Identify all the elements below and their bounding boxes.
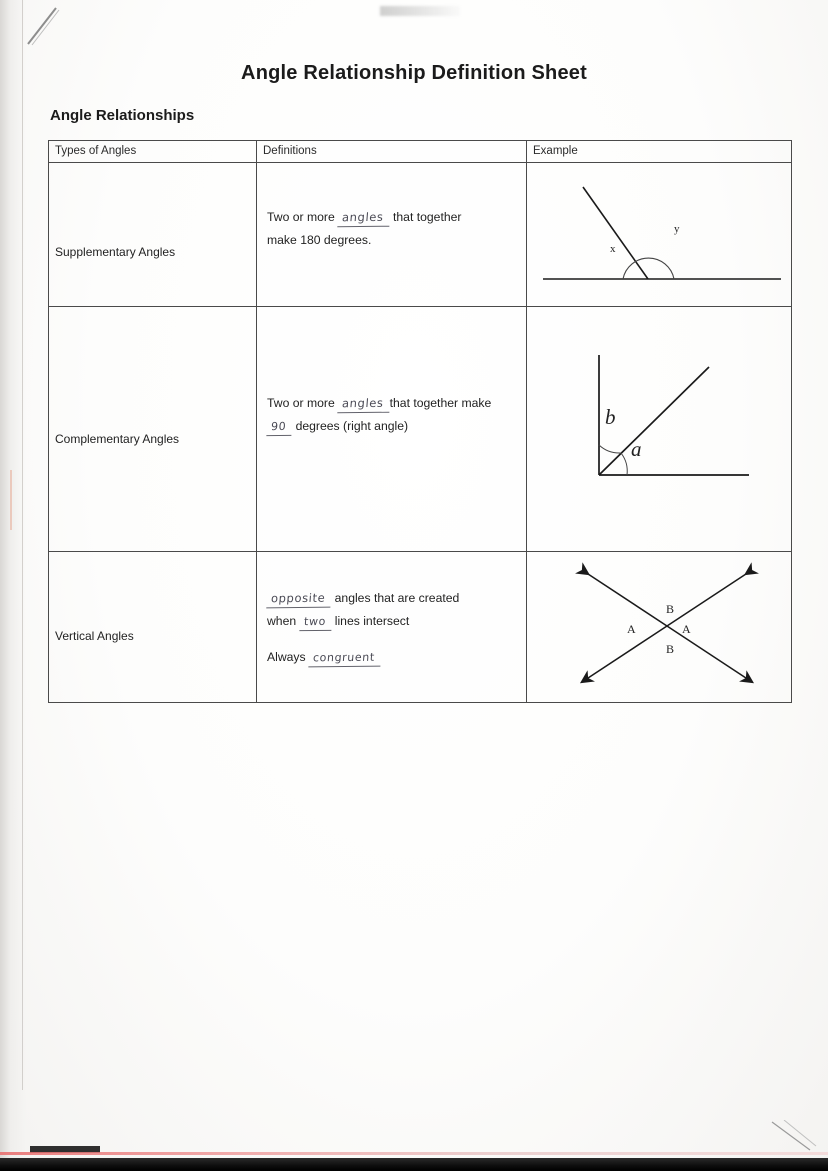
definition-line3 xyxy=(267,649,518,667)
figure-label-b-top: B xyxy=(666,602,675,616)
handwritten-blank-two: two xyxy=(299,614,332,631)
cell-definition xyxy=(257,552,527,702)
page-edge-mark xyxy=(10,470,12,530)
definition-mid: angles that are created xyxy=(334,591,460,605)
page-corner-fold-icon xyxy=(26,6,60,46)
cell-example xyxy=(527,552,791,702)
handwritten-blank-angles: angles xyxy=(337,209,390,227)
figure-label-a-left: A xyxy=(627,622,636,636)
scan-artifact-red-line xyxy=(0,1152,828,1155)
cell-type xyxy=(49,163,257,306)
handwritten-blank-opposite: opposite xyxy=(266,590,332,608)
angle-type-label: Complementary Angles xyxy=(55,432,180,446)
page-edge-line xyxy=(22,0,23,1090)
definition-prefix: Two or more xyxy=(267,210,335,224)
angle-type-label: Vertical Angles xyxy=(55,629,134,643)
table-row xyxy=(49,163,791,307)
figure-label-b: b xyxy=(605,405,616,429)
table-row xyxy=(49,552,791,702)
definition-prefix: Two or more xyxy=(267,396,335,410)
definition-text xyxy=(267,209,518,249)
definition-line2-tail: lines intersect xyxy=(334,613,410,628)
figure-label-x: x xyxy=(610,243,616,255)
cell-type xyxy=(49,307,257,551)
table-row xyxy=(49,307,791,552)
definition-line3-prefix: Always xyxy=(267,649,306,664)
handwritten-blank-angles: angles xyxy=(337,395,390,413)
definition-text xyxy=(267,395,518,436)
scan-artifact-black-bar xyxy=(0,1158,828,1171)
definition-line2: make 180 degrees. xyxy=(267,232,372,247)
figure-label-a: a xyxy=(631,437,642,461)
definition-line2-prefix: when xyxy=(267,613,297,628)
scan-scratch-icon xyxy=(770,1120,820,1154)
vertical-angles-figure xyxy=(547,562,787,692)
definition-text xyxy=(267,590,518,667)
angle-type-label: Supplementary Angles xyxy=(55,245,176,259)
header-example: Example xyxy=(533,145,578,157)
handwritten-blank-congruent: congruent xyxy=(308,649,381,667)
cell-example xyxy=(527,163,791,306)
cell-definition xyxy=(257,163,527,306)
supplementary-angles-figure xyxy=(535,181,785,291)
definition-mid: that together make xyxy=(389,396,492,410)
section-heading: Angle Relationships xyxy=(50,107,195,124)
figure-label-a-right: A xyxy=(682,622,691,636)
cell-example xyxy=(527,307,791,551)
figure-label-y: y xyxy=(674,223,680,235)
definition-line2 xyxy=(267,418,518,436)
scan-smudge xyxy=(380,6,460,16)
header-types-of-angles: Types of Angles xyxy=(49,141,257,162)
cell-type xyxy=(49,552,257,702)
definition-mid: that together xyxy=(393,210,462,224)
angle-relationships-table xyxy=(48,140,792,703)
cell-definition xyxy=(257,307,527,551)
handwritten-blank-90: 90 xyxy=(266,419,293,436)
definition-line2 xyxy=(267,613,518,631)
page-title: Angle Relationship Definition Sheet xyxy=(241,62,587,84)
header-definitions: Definitions xyxy=(257,141,527,162)
table-header-row xyxy=(49,141,791,163)
definition-line2-tail: degrees (right angle) xyxy=(295,418,409,433)
figure-label-b-bottom: B xyxy=(666,642,675,656)
